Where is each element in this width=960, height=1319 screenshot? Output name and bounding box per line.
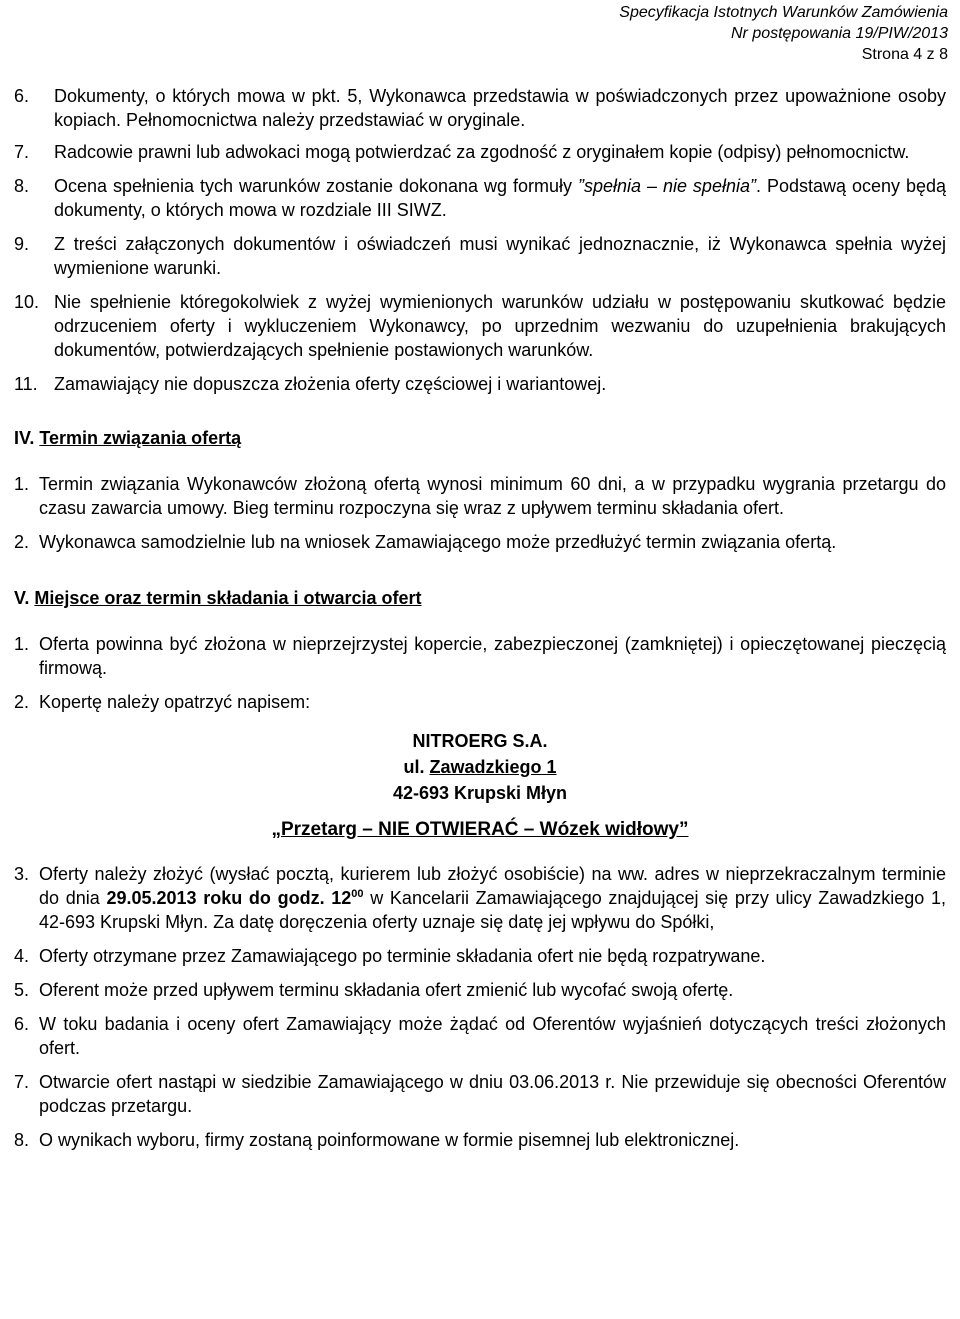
list-item bbox=[14, 978, 946, 1002]
item-number: 8. bbox=[14, 176, 30, 196]
item-text: O wynikach wyboru, firmy zostaną poinformowane w formie pisemnej lub elektronicznej. bbox=[39, 1130, 740, 1150]
item-text-part: . Podstawą oceny będą dokumenty, o których mowa w rozdziale III SIWZ. bbox=[54, 176, 946, 220]
item-number: 4. bbox=[14, 946, 30, 966]
item-text-part: Oferty należy złożyć (wysłać pocztą, kurierem lub złożyć osobiście) na ww. adres w nieprzekraczalnym terminie do dnia bbox=[39, 864, 946, 908]
list-item bbox=[14, 530, 946, 554]
item-text: Nie spełnienie któregokolwiek z wyżej wymienionych warunków udziału w postępowaniu skutkować będzie odrzuceniem oferty i wykluczeniem Wykonawcy, po uprzednim wezwaniu do uzupełnienia brakujących dokumentów, potwierdzających spełnienie postawionych warunków. bbox=[54, 292, 946, 360]
header-spec-title: Specyfikacja Istotnych Warunków Zamówienia bbox=[619, 4, 948, 21]
item-number: 7. bbox=[14, 1072, 30, 1092]
item-number: 7. bbox=[14, 142, 30, 162]
item-number: 2. bbox=[14, 692, 30, 712]
list-item bbox=[14, 84, 946, 132]
item-number: 11. bbox=[14, 374, 38, 394]
item-number: 1. bbox=[14, 474, 30, 494]
item-text: Zamawiający nie dopuszcza złożenia oferty częściowej i wariantowej. bbox=[54, 374, 607, 394]
address-street-name: Zawadzkiego 1 bbox=[429, 757, 557, 777]
item-text: Oferent może przed upływem terminu składania ofert zmienić lub wycofać swoją ofertę. bbox=[39, 980, 734, 1000]
list-item bbox=[14, 472, 946, 520]
item-text: Termin związania Wykonawców złożoną ofertą wynosi minimum 60 dni, a w przypadku wygrania przetargu do czasu zawarcia umowy. Bieg terminu rozpoczyna się wraz z upływem terminu składania ofert. bbox=[39, 474, 946, 518]
header-case-number: Nr postępowania 19/PIW/2013 bbox=[730, 25, 948, 42]
item-text: Oferta powinna być złożona w nieprzejrzystej kopercie, zabezpieczonej (zamkniętej) i opieczętowanej pieczęcią firmową. bbox=[39, 634, 946, 678]
list-item bbox=[14, 944, 946, 968]
section-number: V. bbox=[14, 588, 30, 608]
item-number: 10. bbox=[14, 292, 40, 312]
envelope-label bbox=[14, 818, 946, 842]
list-item bbox=[14, 140, 946, 164]
page-header bbox=[619, 2, 948, 65]
section-title: Termin związania ofertą bbox=[39, 428, 242, 448]
list-item bbox=[14, 1128, 946, 1152]
item-number: 2. bbox=[14, 532, 30, 552]
item-text-part: Ocena spełnienia tych warunków zostanie dokonana wg formuły bbox=[54, 176, 578, 196]
formula-text: ”spełnia – nie spełnia” bbox=[577, 176, 756, 196]
section-heading-iv bbox=[14, 426, 946, 450]
list-item bbox=[14, 174, 946, 222]
address-street bbox=[14, 754, 946, 780]
list-item bbox=[14, 232, 946, 280]
list-item bbox=[14, 862, 946, 934]
section-heading-v bbox=[14, 586, 946, 610]
item-number: 6. bbox=[14, 86, 30, 106]
address-city: 42-693 Krupski Młyn bbox=[392, 783, 568, 803]
list-item bbox=[14, 372, 946, 396]
section-title: Miejsce oraz termin składania i otwarcia ofert bbox=[34, 588, 422, 608]
deadline-date: 29.05.2013 roku do godz. 12 bbox=[106, 888, 352, 908]
item-number: 3. bbox=[14, 864, 30, 884]
section-number: IV. bbox=[14, 428, 35, 448]
item-number: 6. bbox=[14, 1014, 30, 1034]
item-text: Kopertę należy opatrzyć napisem: bbox=[39, 692, 311, 712]
list-item bbox=[14, 290, 946, 362]
item-text: Wykonawca samodzielnie lub na wniosek Zamawiającego może przedłużyć termin związania ofertą. bbox=[39, 532, 837, 552]
item-text-part: w Kancelarii Zamawiającego znajdującej się przy ulicy Zawadzkiego 1, 42-693 Krupski Młyn. Za datę doręczenia oferty uznaje się datę jej wpływu do Spółki, bbox=[39, 888, 946, 932]
document-body bbox=[14, 84, 946, 1152]
item-text: W toku badania i oceny ofert Zamawiający może żądać od Oferentów wyjaśnień dotyczących treści złożonych ofert. bbox=[39, 1014, 946, 1058]
list-item bbox=[14, 632, 946, 680]
item-number: 9. bbox=[14, 234, 30, 254]
item-text: Z treści załączonych dokumentów i oświadczeń musi wynikać jednoznacznie, iż Wykonawca spełnia wyżej wymienione warunki. bbox=[54, 234, 946, 278]
item-number: 1. bbox=[14, 634, 30, 654]
address-street-prefix: ul. bbox=[403, 757, 430, 777]
list-item bbox=[14, 1070, 946, 1118]
list-item bbox=[14, 690, 946, 714]
item-text: Oferty otrzymane przez Zamawiającego po terminie składania ofert nie będą rozpatrywane. bbox=[39, 946, 766, 966]
address-company: NITROERG S.A. bbox=[412, 731, 548, 751]
item-text bbox=[54, 174, 946, 222]
item-text: Dokumenty, o których mowa w pkt. 5, Wykonawca przedstawia w poświadczonych przez upoważnione osoby kopiach. Pełnomocnictwa należy przedstawiać w oryginale. bbox=[54, 86, 946, 130]
item-text bbox=[39, 862, 946, 934]
item-number: 5. bbox=[14, 980, 30, 1000]
list-item bbox=[14, 1012, 946, 1060]
item-number: 8. bbox=[14, 1130, 30, 1150]
envelope-label-text: „Przetarg – NIE OTWIERAĆ – Wózek widłowy” bbox=[271, 819, 689, 840]
envelope-address bbox=[14, 728, 946, 806]
item-text: Otwarcie ofert nastąpi w siedzibie Zamawiającego w dniu 03.06.2013 r. Nie przewiduje się obecności Oferentów podczas przetargu. bbox=[39, 1072, 946, 1116]
header-page-number: Strona 4 z 8 bbox=[861, 46, 948, 63]
deadline-minutes: 00 bbox=[351, 888, 364, 900]
item-text: Radcowie prawni lub adwokaci mogą potwierdzać za zgodność z oryginałem kopie (odpisy) pełnomocnictw. bbox=[54, 142, 910, 162]
